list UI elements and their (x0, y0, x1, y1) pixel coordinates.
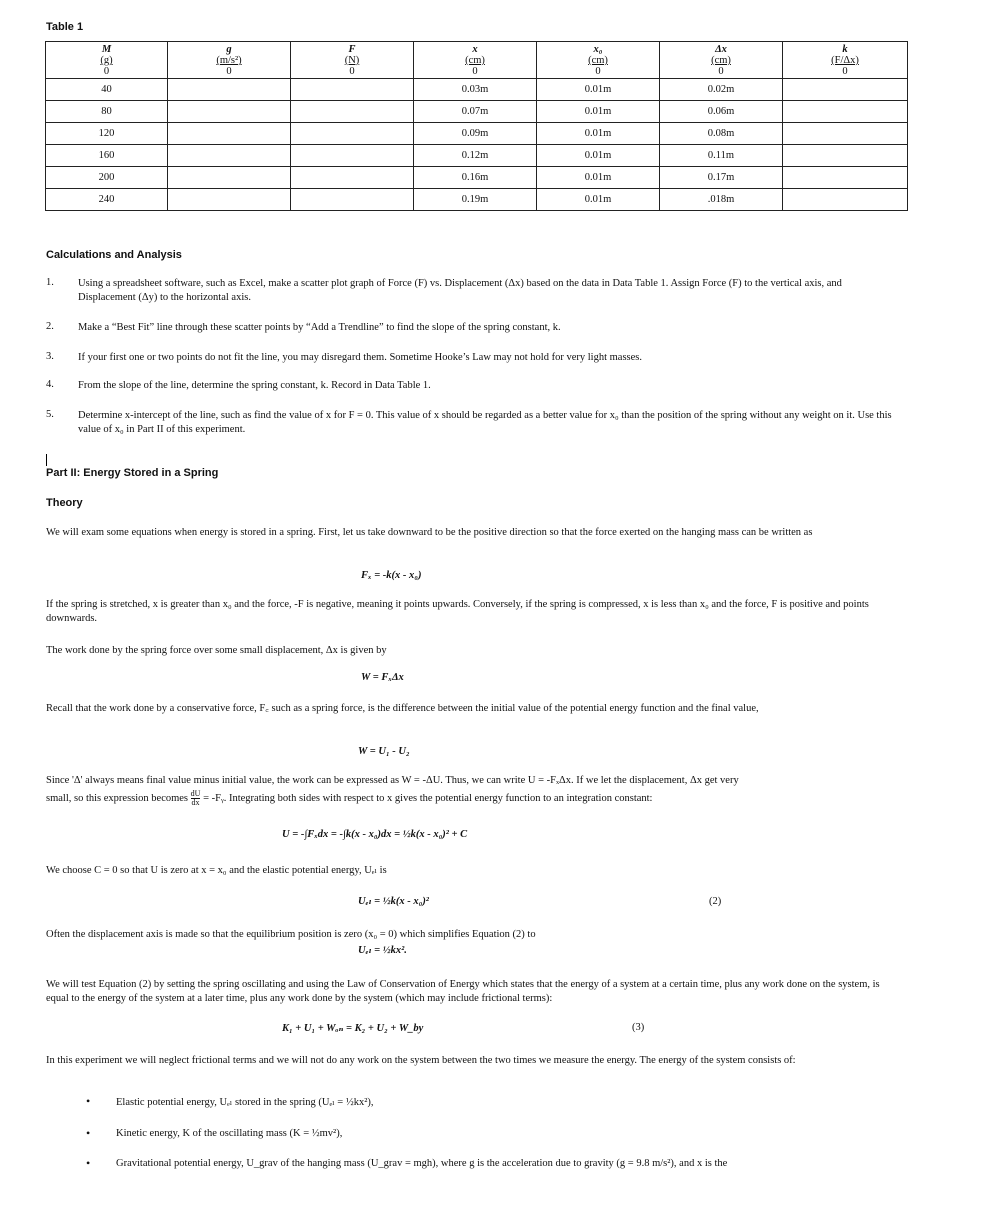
table-cell: 80 (46, 101, 168, 123)
table-cell: 200 (46, 167, 168, 189)
table-cell: 0 (414, 66, 537, 79)
text-cursor (46, 454, 47, 466)
table-row (46, 66, 908, 79)
calc-item-text: Make a “Best Fit” line through these scatter points by “Add a Trendline” to find the slope of the spring constant, k. (78, 322, 561, 333)
calc-item-text: Determine x-intercept of the line, such as find the value of x for F = 0. This value of x should be regarded as a better value for x₀ than the position of the spring without any weight on it. Use this value of x₀ in Part II of this experiment. (78, 410, 892, 435)
table-cell: 0.19m (414, 189, 537, 211)
p5b-pre: small, so this expression becomes (46, 792, 189, 804)
bullet-text: Kinetic energy, K of the oscillating mass (K = ½mv²), (116, 1128, 343, 1139)
table-cell (168, 167, 291, 189)
calc-item-number: 2. (46, 321, 54, 332)
table-cell: 0 (537, 66, 660, 79)
table-cell: 0.17m (660, 167, 783, 189)
table-cell: 0 (168, 66, 291, 79)
derivative-fraction: $\frac{dU}{dx}$ (190, 789, 201, 807)
table-cell (783, 189, 908, 211)
p5b-post: = -Fᵧ. Integrating both sides with respect to x gives the potential energy function to an integration constant: (203, 792, 653, 804)
equation-force: Fₓ = -k(x - x₀) (361, 570, 422, 581)
table-cell: 0 (783, 66, 908, 79)
table-cell: 0.07m (414, 101, 537, 123)
table-cell (291, 167, 414, 189)
table-row (46, 123, 908, 145)
table-cell: 0.06m (660, 101, 783, 123)
table-cell: 0.01m (537, 167, 660, 189)
theory-paragraph-7: Often the displacement axis is made so that the equilibrium position is zero (x₀ = 0) which simplifies Equation (2) to (46, 929, 536, 940)
table-cell: 0.09m (414, 123, 537, 145)
table-cell: 0.11m (660, 145, 783, 167)
bullet-text: Elastic potential energy, Uₑₗ stored in the spring (Uₑₗ = ½kx²), (116, 1097, 374, 1108)
calc-item-number: 5. (46, 409, 54, 420)
table-cell (168, 101, 291, 123)
table-cell (168, 123, 291, 145)
column-header: Δx (cm) (660, 42, 783, 67)
bullet-mark: • (86, 1094, 91, 1108)
table-cell (291, 101, 414, 123)
column-header: M (g) (46, 42, 168, 67)
table-cell: 0 (291, 66, 414, 79)
bullet-text: Gravitational potential energy, U_grav of the hanging mass (U_grav = mgh), where g is the acceleration due to gravity (g = 9.8 m/s²), and x is the (116, 1158, 728, 1169)
equation-integral: U = -∫Fₓdx = -∫k(x - x₀)dx = ½k(x - x₀)² + C (282, 829, 468, 840)
table-row (46, 167, 908, 189)
equation-2-number: (2) (709, 896, 722, 907)
table-row (46, 145, 908, 167)
bullet-mark: • (86, 1156, 91, 1170)
table-cell (168, 79, 291, 101)
table-cell (783, 167, 908, 189)
table-cell (168, 189, 291, 211)
theory-paragraph-5b (46, 790, 896, 807)
table-cell: 0.12m (414, 145, 537, 167)
table-cell (783, 123, 908, 145)
theory-paragraph-1: We will exam some equations when energy is stored in a spring. First, let us take downward to be the positive direction so that the force exerted on the hanging mass can be written as (46, 527, 813, 538)
theory-paragraph-4: Recall that the work done by a conservative force, F꜀ such as a spring force, is the difference between the initial value of the potential energy function and the final value, (46, 703, 759, 714)
table-cell: 0.01m (537, 123, 660, 145)
table-cell: 0 (660, 66, 783, 79)
calc-item-text: If your first one or two points do not fit the line, you may disregard them. Sometime Hooke’s Law may not hold for very light masses. (78, 352, 642, 363)
bullet-mark: • (86, 1126, 91, 1140)
table-cell (291, 123, 414, 145)
theory-paragraph-3: The work done by the spring force over some small displacement, Δx is given by (46, 645, 387, 656)
table-cell: 0.02m (660, 79, 783, 101)
table-cell: 120 (46, 123, 168, 145)
table-cell: 0.01m (537, 101, 660, 123)
theory-paragraph-2: If the spring is stretched, x is greater than x₀ and the force, -F is negative, meaning it points upwards. Conversely, if the spring is compressed, x is less than x₀ and the force, F is positive and points downwards. (46, 599, 869, 624)
theory-heading: Theory (46, 497, 83, 509)
table-cell: 0.01m (537, 145, 660, 167)
calc-item-number: 1. (46, 277, 54, 288)
table-cell: 240 (46, 189, 168, 211)
equation-3-number: (3) (632, 1022, 645, 1033)
table-cell (291, 145, 414, 167)
calculations-heading: Calculations and Analysis (46, 249, 182, 261)
column-header: g (m/s²) (168, 42, 291, 67)
equation-work: W = FₓΔx (361, 672, 404, 683)
table-cell: .018m (660, 189, 783, 211)
table-cell: 0.03m (414, 79, 537, 101)
theory-paragraph-8: We will test Equation (2) by setting the spring oscillating and using the Law of Conservation of Energy which states that the energy of a system at a certain time, plus any work done on the system, is equal to the energy of the system at a later time, plus any work done by the system (which may include frictional terms): (46, 979, 880, 1004)
table-cell: 0.01m (537, 189, 660, 211)
table-row (46, 189, 908, 211)
table-cell (291, 79, 414, 101)
calc-item-number: 4. (46, 379, 54, 390)
table-row (46, 101, 908, 123)
column-header: x (cm) (414, 42, 537, 67)
table-cell: 40 (46, 79, 168, 101)
table-cell: 0.16m (414, 167, 537, 189)
table-cell: 0.08m (660, 123, 783, 145)
calc-item-text: Using a spreadsheet software, such as Excel, make a scatter plot graph of Force (F) vs. Displacement (Δx) based on the data in Data Table 1. Assign Force (F) to the vertical axis, and Displacement (Δy) to the horizontal axis. (78, 278, 842, 303)
calc-item-text: From the slope of the line, determine the spring constant, k. Record in Data Table 1. (78, 380, 431, 391)
part2-heading: Part II: Energy Stored in a Spring (46, 467, 219, 479)
table-cell: 0.01m (537, 79, 660, 101)
table-cell: 160 (46, 145, 168, 167)
table-cell (783, 101, 908, 123)
table-cell (783, 79, 908, 101)
theory-paragraph-9: In this experiment we will neglect frictional terms and we will not do any work on the system between the two times we measure the energy. The energy of the system consists of: (46, 1055, 796, 1066)
column-header: x₀ (cm) (537, 42, 660, 67)
table-cell (783, 145, 908, 167)
column-header: k (F/Δx) (783, 42, 908, 67)
equation-work-potential: W = U₁ - U₂ (358, 746, 410, 757)
table-header-row (46, 42, 908, 67)
table-cell (168, 145, 291, 167)
calc-item-number: 3. (46, 351, 54, 362)
equation-simplified: Uₑₗ = ½kx². (358, 945, 407, 956)
equation-3: K₁ + U₁ + Wₒₙ = K₂ + U₂ + W_by (282, 1023, 424, 1034)
table-cell (291, 189, 414, 211)
data-table-1 (45, 41, 908, 211)
table-caption: Table 1 (46, 21, 84, 33)
theory-paragraph-6: We choose C = 0 so that U is zero at x = x₀ and the elastic potential energy, Uₑₗ is (46, 865, 387, 876)
equation-2: Uₑₗ = ½k(x - x₀)² (358, 896, 429, 907)
table-cell: 0 (46, 66, 168, 79)
column-header: F (N) (291, 42, 414, 67)
table-row (46, 79, 908, 101)
theory-paragraph-5a: Since 'Δ' always means final value minus initial value, the work can be expressed as W = -ΔU. Thus, we can write U = -FₓΔx. If we let the displacement, Δx get very (46, 775, 739, 786)
